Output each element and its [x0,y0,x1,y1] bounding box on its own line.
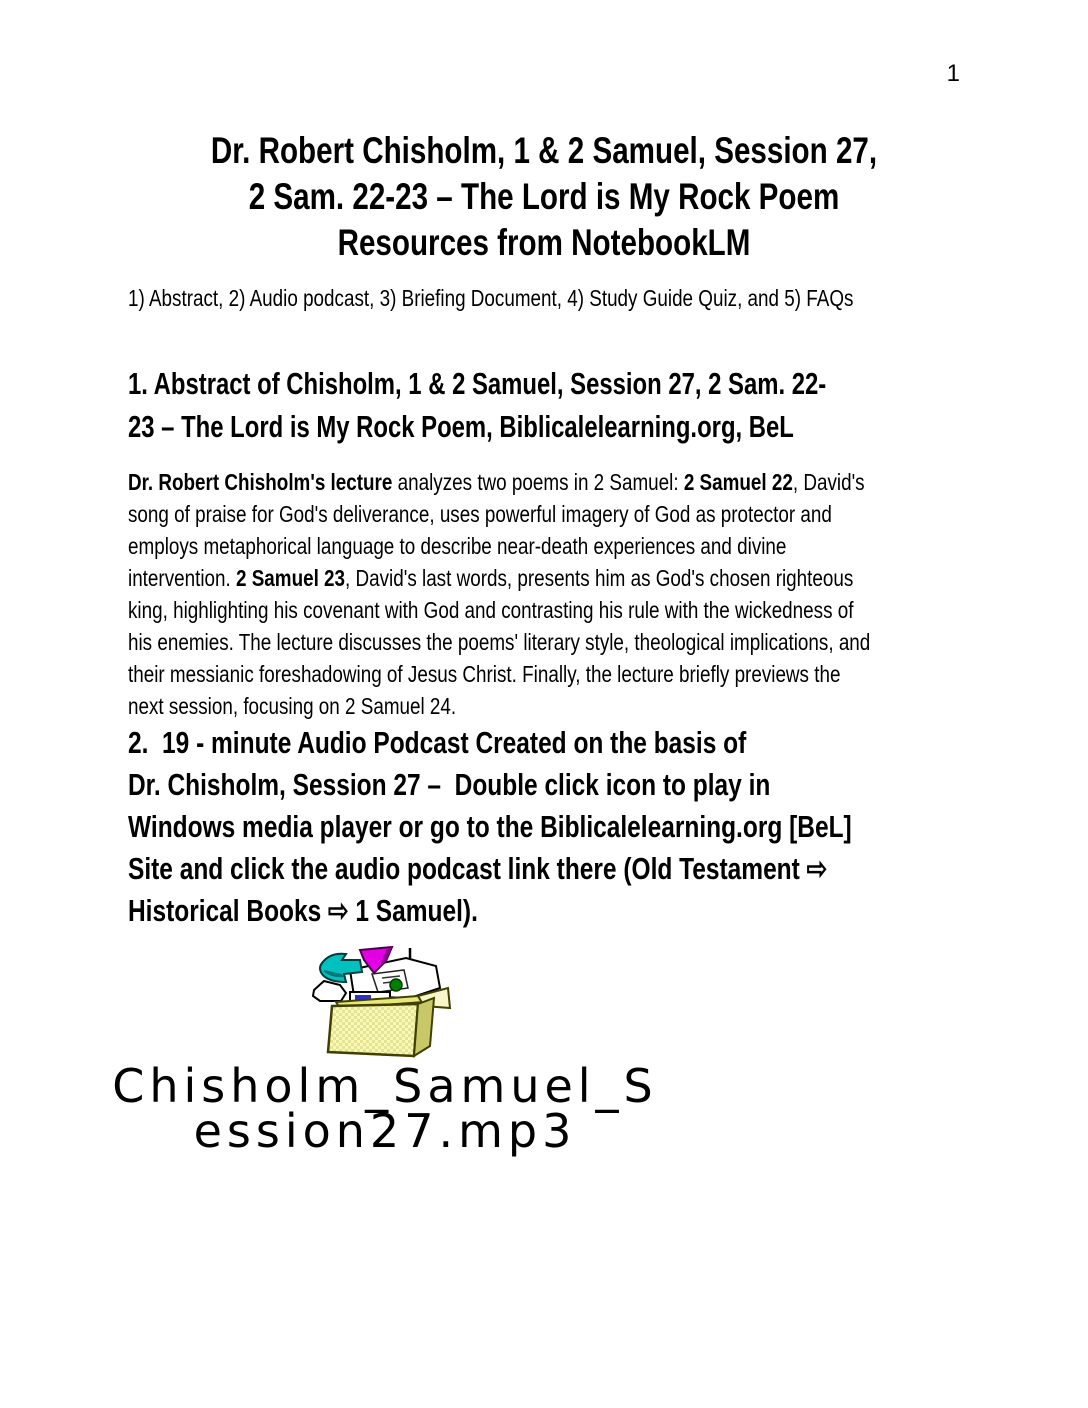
paragraph-line: king, highlighting his covenant with God and contrasting his rule with the wickedness of [128,597,854,623]
heading-line: Site and click the audio podcast link there (Old Testament ⇨ [128,851,828,886]
page-number: 1 [946,60,960,87]
box-front [328,1004,418,1056]
heading-line: Historical Books ⇨ 1 Samuel). [128,893,478,928]
section2-heading [128,722,852,932]
paragraph-line: employs metaphorical language to describe near-death experiences and divine [128,533,787,559]
paragraph-line: song of praise for God's deliverance, uses powerful imagery of God as protector and [128,501,832,527]
box-side [414,998,434,1056]
filename-line: Chisholm_Samuel_S [112,1059,658,1113]
title-line: Dr. Robert Chisholm, 1 & 2 Samuel, Session 27, [210,130,878,171]
title-line: 2 Sam. 22-23 – The Lord is My Rock Poem [248,176,840,217]
paragraph-line: Dr. Robert Chisholm's lecture analyzes two poems in 2 Samuel: 2 Samuel 22, David's [128,469,865,495]
title-line: Resources from NotebookLM [337,222,751,263]
heading-line: 2. 19 - minute Audio Podcast Created on the basis of [128,725,747,760]
paragraph-line: next session, focusing on 2 Samuel 24. [128,693,457,719]
green-ball [390,979,402,991]
heading-line: Windows media player or go to the Biblicalelearning.org [BeL] [128,809,852,844]
audio-file-attachment[interactable] [0,944,1088,1164]
package-icon[interactable] [312,944,452,1062]
document-title [109,128,979,266]
paragraph-line: his enemies. The lecture discusses the poems' literary style, theological implications, and [128,629,871,655]
left-flap [313,981,346,1001]
paragraph-line: intervention. 2 Samuel 23, David's last words, presents him as God's chosen righteous [128,565,854,591]
filename-line: ession27.mp3 [193,1104,577,1158]
heading-line: 1. Abstract of Chisholm, 1 & 2 Samuel, Session 27, 2 Sam. 22- [128,366,827,401]
abstract-paragraph [128,466,870,722]
paragraph-line: their messianic foreshadowing of Jesus Christ. Finally, the lecture briefly previews the [128,661,841,687]
heading-line: 23 – The Lord is My Rock Poem, Biblicalelearning.org, BeL [128,409,794,444]
heading-line: Dr. Chisholm, Session 27 – Double click icon to play in [128,767,771,802]
section1-heading [128,362,826,448]
audio-file-caption [60,1059,710,1158]
resources-list-line: 1) Abstract, 2) Audio podcast, 3) Briefing Document, 4) Study Guide Quiz, and 5) FAQs [128,285,854,311]
paper [372,970,408,992]
